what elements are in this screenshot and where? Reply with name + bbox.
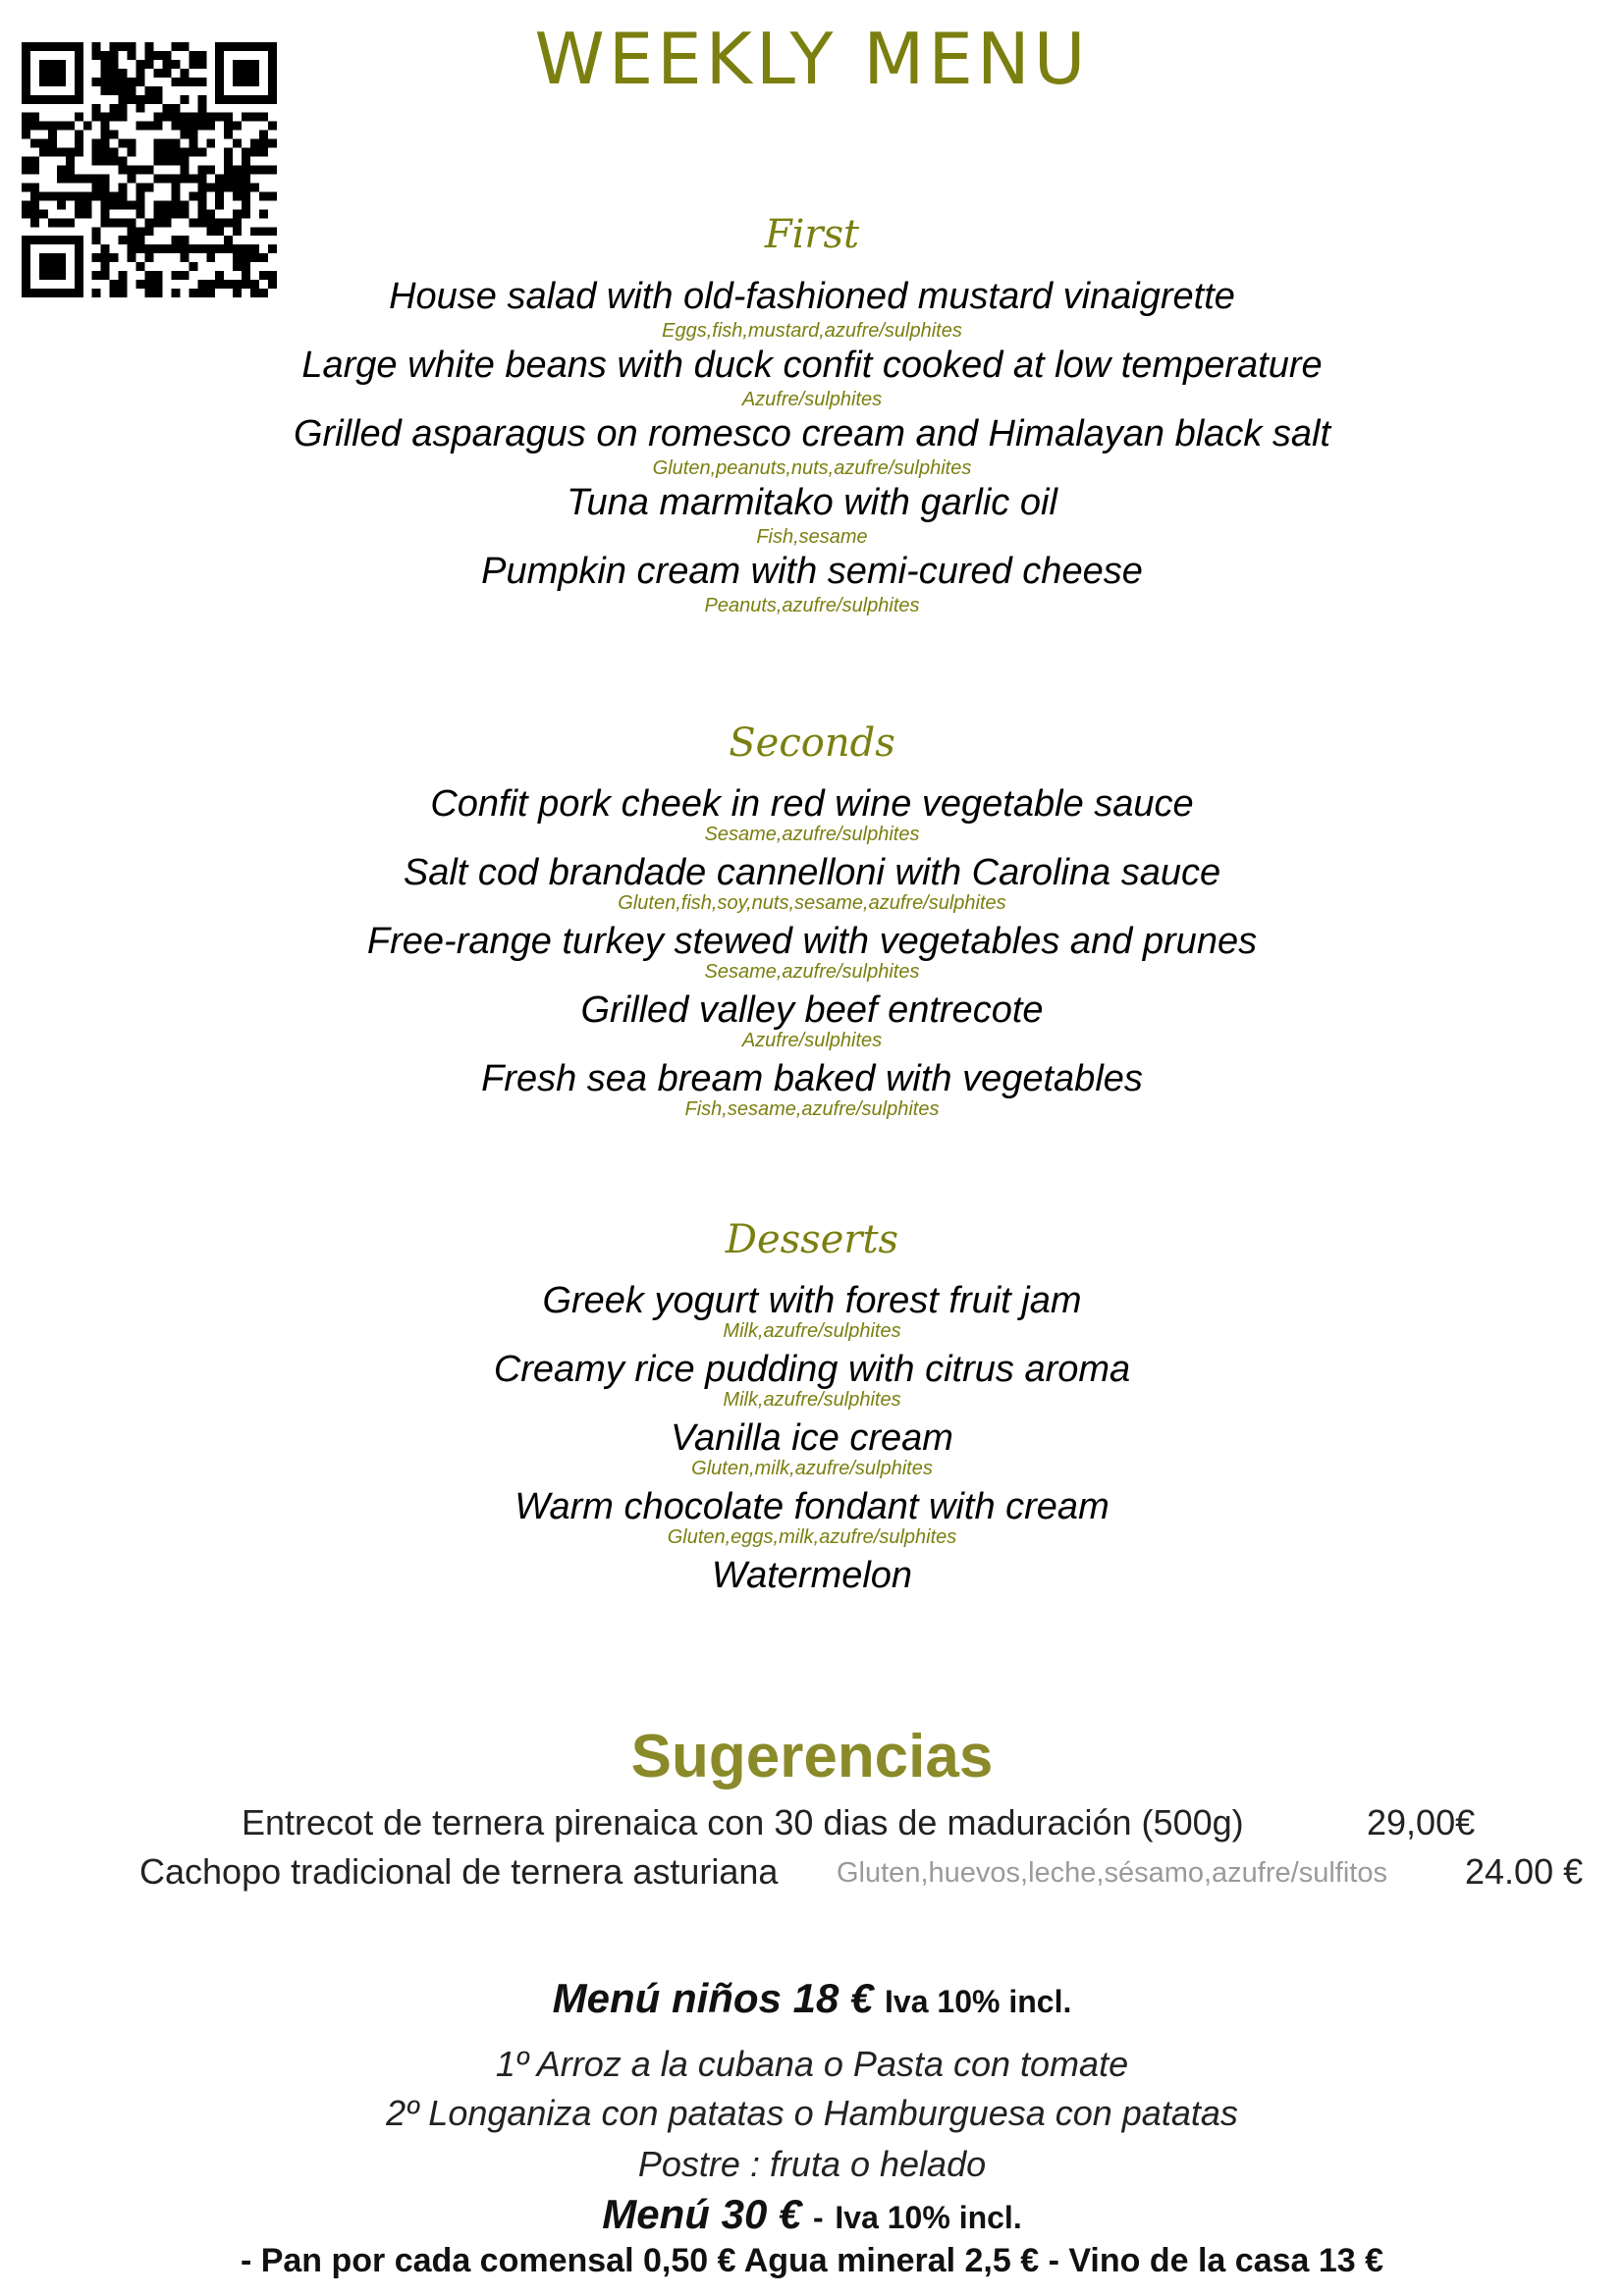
dish-allergens: Gluten,peanuts,nuts,azufre/sulphites [652, 457, 972, 479]
suggestions-title: Sugerencias [630, 1723, 994, 1790]
dish-name: Confit pork cheek in red wine vegetable sauce [430, 783, 1194, 825]
section-first [0, 208, 1624, 618]
dish-item [0, 1280, 1624, 1349]
suggestion-price: 24.00 € [1465, 1851, 1584, 1892]
dish-allergens: Fish,sesame,azufre/sulphites [684, 1098, 940, 1120]
dish-allergens: Gluten,fish,soy,nuts,sesame,azufre/sulphites [618, 892, 1006, 914]
adult-menu-title: Menú 30 € [602, 2191, 802, 2237]
suggestion-name: Cachopo tradicional de ternera asturiana [139, 1851, 779, 1892]
dish-name: Pumpkin cream with semi-cured cheese [481, 551, 1143, 592]
dish-item [0, 989, 1624, 1058]
dish-name: Grilled valley beef entrecote [580, 989, 1044, 1031]
adult-menu-separator: - [813, 2200, 824, 2235]
dish-name: Vanilla ice cream [671, 1417, 953, 1459]
suggestion-item [0, 1851, 1624, 1898]
kids-menu-line: Postre : fruta o helado [637, 2144, 987, 2184]
dish-name: Large white beans with duck confit cooked at low temperature [301, 345, 1323, 386]
section-heading: First [764, 212, 860, 257]
dish-allergens: Azufre/sulphites [741, 1030, 883, 1051]
dish-item [0, 481, 1624, 550]
dish-item [0, 344, 1624, 412]
dish-name: Watermelon [711, 1555, 913, 1596]
kids-menu-header [0, 1975, 1624, 2022]
dish-item [0, 412, 1624, 481]
dish-name: Creamy rice pudding with citrus aroma [493, 1349, 1131, 1390]
section-seconds [0, 717, 1624, 1127]
dish-item [0, 1555, 1624, 1596]
adult-menu-iva: Iva 10% incl. [835, 2200, 1022, 2235]
kids-menu-iva: Iva 10% incl. [885, 1984, 1072, 2019]
suggestion-item [0, 1802, 1624, 1849]
suggestion-allergens: Gluten,huevos,leche,sésamo,azufre/sulfitos [837, 1857, 1387, 1889]
dish-name: Tuna marmitako with garlic oil [567, 482, 1057, 523]
dish-item [0, 1417, 1624, 1486]
section-desserts [0, 1213, 1624, 1596]
suggestion-name: Entrecot de ternera pirenaica con 30 dias de maduración (500g) [242, 1802, 1244, 1842]
dish-allergens: Gluten,eggs,milk,azufre/sulphites [667, 1526, 957, 1548]
kids-menu-line: 1º Arroz a la cubana o Pasta con tomate [495, 2044, 1129, 2084]
dish-allergens: Eggs,fish,mustard,azufre/sulphites [662, 320, 962, 342]
dish-item [0, 783, 1624, 852]
dish-item [0, 921, 1624, 989]
dish-name: Fresh sea bream baked with vegetables [481, 1058, 1143, 1099]
menu-title: WEEKLY MENU [534, 18, 1090, 100]
dish-name: Greek yogurt with forest fruit jam [542, 1280, 1082, 1321]
dish-name: Grilled asparagus on romesco cream and Himalayan black salt [293, 413, 1331, 454]
dish-item [0, 1486, 1624, 1555]
dish-allergens: Milk,azufre/sulphites [723, 1389, 901, 1411]
dish-allergens: Peanuts,azufre/sulphites [704, 595, 920, 616]
dish-name: Warm chocolate fondant with cream [514, 1486, 1110, 1527]
kids-menu-title: Menú niños 18 € [552, 1975, 874, 2021]
dish-item [0, 275, 1624, 344]
dish-allergens: Milk,azufre/sulphites [723, 1320, 901, 1342]
section-heading: Seconds [729, 721, 895, 766]
dish-allergens: Fish,sesame [756, 526, 868, 548]
dish-name: Salt cod brandade cannelloni with Carolina sauce [403, 852, 1221, 893]
dish-item [0, 550, 1624, 618]
dish-allergens: Sesame,azufre/sulphites [704, 961, 920, 983]
dish-name: Free-range turkey stewed with vegetables and prunes [366, 921, 1258, 962]
adult-menu-header [0, 2191, 1624, 2238]
dish-allergens: Azufre/sulphites [741, 389, 883, 410]
dish-allergens: Gluten,milk,azufre/sulphites [691, 1458, 933, 1479]
kids-menu-line: 2º Longaniza con patatas o Hamburguesa con patatas [386, 2093, 1238, 2133]
dish-item [0, 1058, 1624, 1127]
suggestion-price: 29,00€ [1367, 1802, 1476, 1842]
extras-price-line: - Pan por cada comensal 0,50 € Agua mineral 2,5 € - Vino de la casa 13 € [240, 2242, 1384, 2279]
dish-item [0, 1349, 1624, 1417]
dish-name: House salad with old-fashioned mustard vinaigrette [389, 276, 1235, 317]
section-heading: Desserts [725, 1217, 899, 1262]
dish-item [0, 852, 1624, 921]
dish-allergens: Sesame,azufre/sulphites [704, 824, 920, 845]
